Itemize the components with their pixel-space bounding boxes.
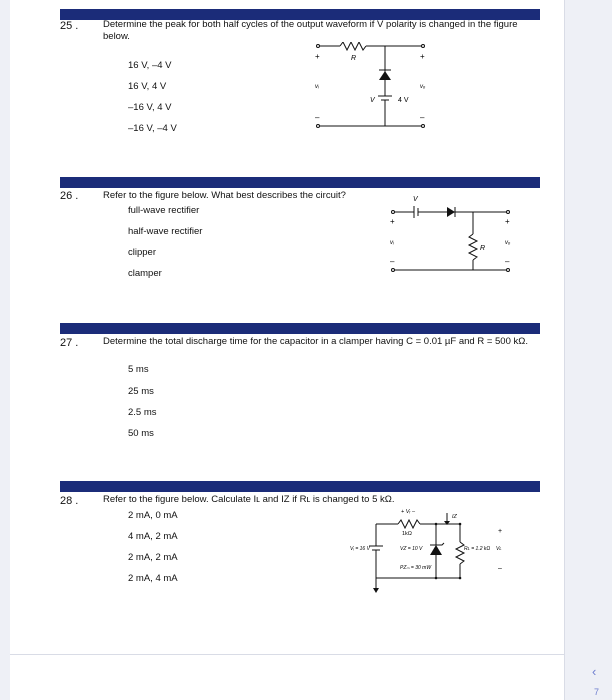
circuit-figure-26 [385, 192, 520, 282]
minus-sign: – [315, 113, 320, 122]
question-text: Determine the peak for both half cycles of the output waveform if V polarity is changed in the figure below. [103, 19, 518, 42]
answer-option[interactable]: half-wave rectifier [128, 226, 203, 237]
document-page [10, 0, 565, 700]
diode-symbol [379, 71, 391, 80]
output-voltage-label: vₒ [505, 240, 511, 246]
minus-sign: – [505, 257, 510, 266]
circuit-figure-25 [310, 42, 440, 132]
battery-label: V [370, 97, 375, 104]
resistor-label: R [351, 55, 357, 62]
minus-sign: – [498, 565, 502, 572]
zener-power-label: PΖₘ = 30 mW [400, 565, 432, 571]
question-number: 27 . [60, 337, 79, 349]
answer-option[interactable]: 2 mA, 4 mA [128, 573, 178, 584]
input-voltage-label: vᵢ [315, 84, 319, 90]
resistor-voltage-label: + Vᵣ – [401, 509, 416, 515]
diode-symbol [447, 207, 455, 217]
battery-label: V [413, 196, 418, 203]
question-text: Refer to the figure below. Calculate Iʟ and IΖ if Rʟ is changed to 5 kΩ. [103, 494, 395, 505]
load-voltage-label: Vʟ [496, 546, 502, 552]
input-voltage-label: vᵢ [390, 240, 394, 246]
resistor-value: 1kΩ [402, 531, 412, 537]
answer-option[interactable]: 4 mA, 2 mA [128, 531, 178, 542]
question-header-bar [60, 323, 540, 334]
minus-sign: – [390, 257, 395, 266]
answer-option[interactable]: 50 ms [128, 428, 154, 439]
page-divider [10, 654, 564, 655]
question-number: 26 . [60, 190, 79, 202]
plus-sign: + [505, 217, 510, 226]
question-number: 25 . [60, 20, 79, 32]
input-voltage-label: Vᵢ = 16 V [350, 546, 370, 552]
load-resistor-label: Rʟ = 1.2 kΩ [464, 546, 491, 552]
zener-current-label: IΖ [452, 514, 457, 520]
answer-option[interactable]: clipper [128, 247, 156, 258]
plus-sign: + [390, 217, 395, 226]
minus-sign: – [420, 113, 425, 122]
answer-option[interactable]: –16 V, 4 V [128, 102, 172, 113]
answer-option[interactable]: 16 V, 4 V [128, 81, 167, 92]
ground-arrow [373, 588, 379, 593]
answer-option[interactable]: 16 V, –4 V [128, 60, 172, 71]
answer-option[interactable]: –16 V, –4 V [128, 123, 177, 134]
output-voltage-label: vₒ [420, 84, 426, 90]
answer-option[interactable]: full-wave rectifier [128, 205, 200, 216]
plus-sign: + [315, 52, 320, 61]
answer-option[interactable]: clamper [128, 268, 162, 279]
question-number: 28 . [60, 495, 79, 507]
answer-option[interactable]: 2 mA, 2 mA [128, 552, 178, 563]
plus-sign: + [420, 52, 425, 61]
page-number: 7 [594, 687, 600, 697]
plus-sign: + [498, 528, 503, 535]
question-header-bar [60, 177, 540, 188]
zener-diode-symbol [430, 545, 442, 555]
answer-option[interactable]: 5 ms [128, 364, 149, 375]
resistor-label: R [480, 245, 486, 252]
answer-option[interactable]: 2.5 ms [128, 407, 157, 418]
answer-option[interactable]: 25 ms [128, 386, 154, 397]
chevron-left-icon[interactable]: ‹ [592, 664, 597, 679]
question-text: Refer to the figure below. What best describes the circuit? [103, 190, 346, 201]
question-text: Determine the total discharge time for the capacitor in a clamper having C = 0.01 µF and R = 500 kΩ. [103, 336, 528, 347]
circuit-figure-28 [348, 508, 508, 594]
battery-value: 4 V [398, 97, 409, 104]
zener-voltage-label: VΖ = 10 V [400, 546, 423, 552]
question-header-bar [60, 481, 540, 492]
answer-option[interactable]: 2 mA, 0 mA [128, 510, 178, 521]
